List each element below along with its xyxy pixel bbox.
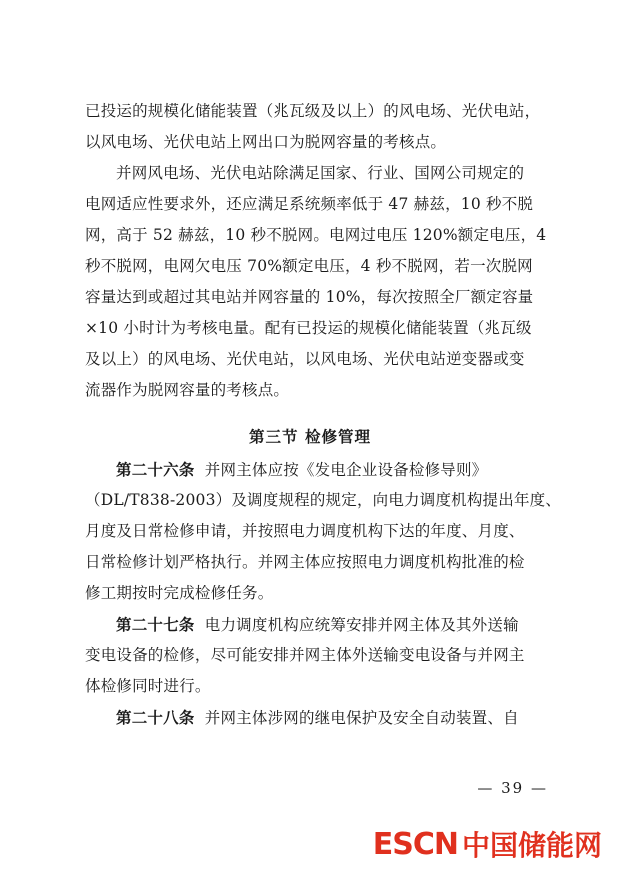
paragraph-2-line-8: 流器作为脱网容量的考核点。 — [85, 381, 290, 399]
paragraph-1-line-2: 以风电场、光伏电站上网出口为脱网容量的考核点。 — [85, 133, 447, 151]
article-28-title: 第二十八条 — [116, 708, 195, 727]
body-text-articles — [85, 454, 562, 733]
page-number: — 39 — — [477, 779, 548, 797]
paragraph-1-line-1: 已投运的规模化储能装置（兆瓦级及以上）的风电场、光伏电站， — [85, 102, 541, 120]
article-27-line-2: 变电设备的检修，尽可能安排并网主体外送输变电设备与并网主 — [85, 646, 525, 664]
paragraph-2-line-5: 容量达到或超过其电站并网容量的 10%，每次按照全厂额定容量 — [85, 288, 534, 306]
article-26-line-5: 修工期按时完成检修任务。 — [85, 584, 274, 602]
article-26-line-4: 日常检修计划严格执行。并网主体应按照电力调度机构批准的检 — [85, 553, 525, 571]
paragraph-2-line-4: 秒不脱网，电网欠电压 70%额定电压，4 秒不脱网，若一次脱网 — [85, 257, 533, 275]
paragraph-2-line-3: 网，高于 52 赫兹，10 秒不脱网。电网过电压 120%额定电压，4 — [85, 226, 547, 244]
article-27-first-line — [85, 609, 545, 640]
section-heading: 第三节 检修管理 — [249, 428, 371, 446]
paragraph-2-line-6: ×10 小时计为考核电量。配有已投运的规模化储能装置（兆瓦级 — [85, 319, 532, 337]
article-28-first-line — [85, 702, 545, 733]
paragraph-2-line-2: 电网适应性要求外，还应满足系统频率低于 47 赫兹，10 秒不脱 — [85, 195, 534, 213]
article-26-first-line — [85, 454, 545, 485]
article-26-line-3: 月度及日常检修申请，并按照电力调度机构下达的年度、月度、 — [85, 522, 525, 540]
watermark-chinese: 中国储能网 — [461, 829, 602, 862]
article-28-text: 并网主体涉网的继电保护及安全自动装置、自 — [204, 709, 519, 727]
article-27-title: 第二十七条 — [116, 615, 195, 634]
escn-watermark-logo — [373, 826, 602, 862]
article-27-text: 电力调度机构应统筹安排并网主体及其外送输 — [204, 616, 519, 634]
watermark-latin: ESCN — [372, 826, 458, 862]
article-26-line-2: （DL/T838-2003）及调度规程的规定，向电力调度机构提出年度、 — [85, 491, 562, 509]
article-26-text: 并网主体应按《发电企业设备检修导则》 — [204, 461, 488, 479]
article-27-line-3: 体检修同时进行。 — [85, 677, 211, 695]
paragraph-2-line-7: 及以上）的风电场、光伏电站，以风电场、光伏电站逆变器或变 — [85, 350, 525, 368]
body-text-top — [85, 96, 545, 406]
paragraph-2-line-1: 并网风电场、光伏电站除满足国家、行业、国网公司规定的 — [116, 164, 525, 182]
article-26-title: 第二十六条 — [116, 460, 195, 479]
